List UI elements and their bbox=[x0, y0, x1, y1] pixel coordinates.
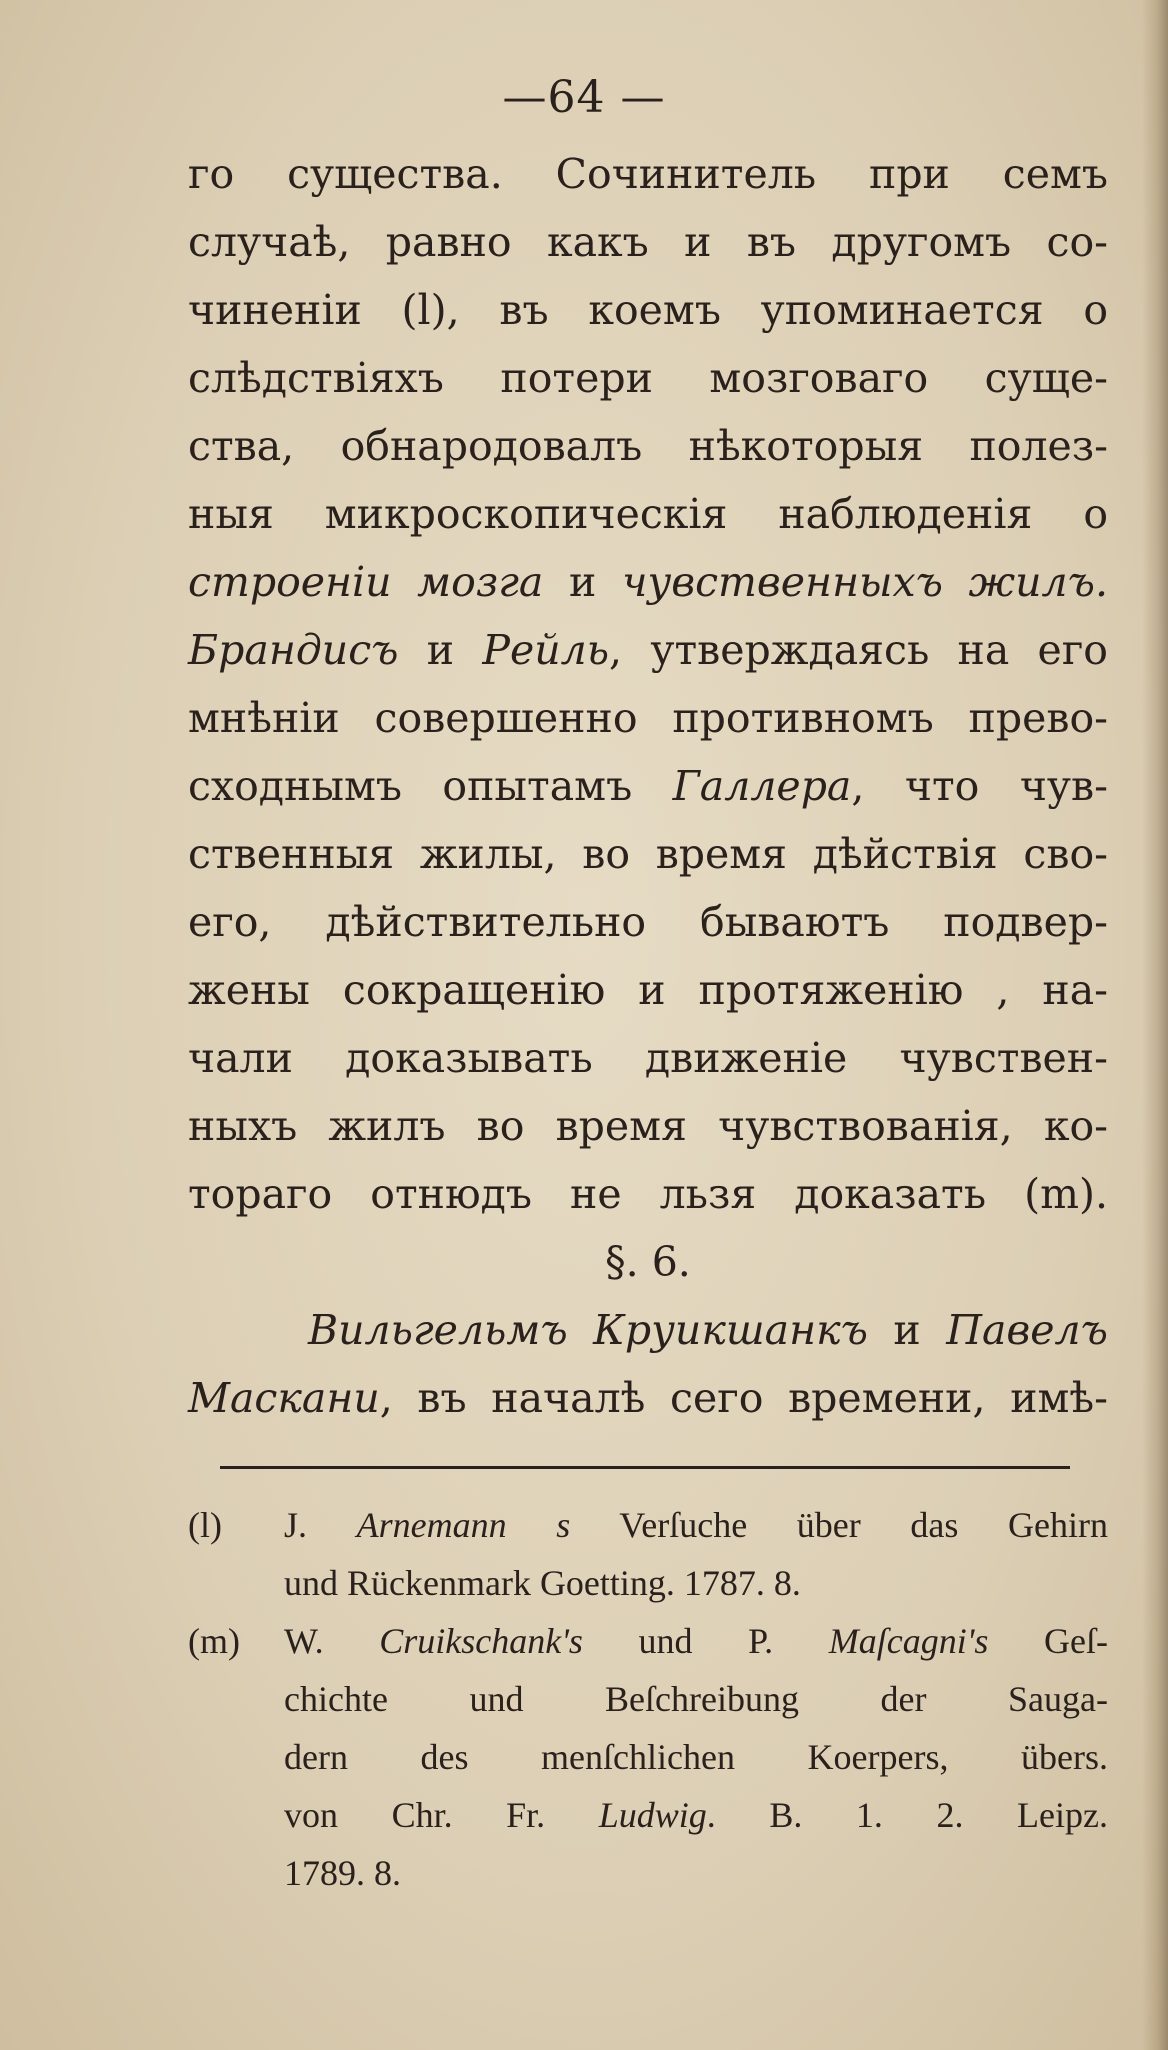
text-line: чиненіи (l), въ коемъ упоминается о bbox=[188, 286, 1108, 334]
italic-name: Маскани bbox=[188, 1374, 380, 1422]
italic-name: Галлера bbox=[672, 762, 852, 810]
text-run: und P. bbox=[582, 1621, 829, 1661]
italic-name: Павелъ bbox=[946, 1306, 1108, 1354]
section-heading: §. 6. bbox=[605, 1238, 691, 1286]
text-run: 1789. 8. bbox=[284, 1853, 401, 1893]
italic-name: Рейль bbox=[482, 626, 610, 674]
text-line: его, дѣйствительно бываютъ подвер- bbox=[188, 898, 1108, 946]
paragraph-2 bbox=[188, 1296, 1108, 1432]
footnote-line bbox=[284, 1612, 1108, 1670]
footnote-text bbox=[284, 1612, 1108, 1902]
text-run: J. bbox=[284, 1505, 357, 1545]
footnote-line bbox=[284, 1496, 1108, 1554]
italic-name: Ludwig bbox=[598, 1795, 707, 1835]
text-line bbox=[188, 616, 1108, 684]
paragraph-1 bbox=[188, 140, 1108, 1228]
text-line: ства, обнародовалъ нѣкоторыя полез- bbox=[188, 422, 1108, 470]
text-run: и bbox=[867, 1306, 947, 1354]
text-line bbox=[188, 1364, 1108, 1432]
footnote-line bbox=[284, 1786, 1108, 1844]
footnote-separator bbox=[220, 1466, 1070, 1469]
text-run: chichte und Beſchreibung der Sauga- bbox=[284, 1679, 1108, 1719]
text-run: , утверждаясь на его bbox=[609, 626, 1108, 674]
text-line: го существа. Сочинитель при семъ bbox=[188, 150, 1108, 198]
page-number: —64 — bbox=[502, 72, 666, 123]
text-line: ственныя жилы, во время дѣйствія сво- bbox=[188, 830, 1108, 878]
text-line: мнѣніи совершенно противномъ прево- bbox=[188, 694, 1108, 742]
footnote-mark: (m) bbox=[188, 1621, 240, 1661]
footnote bbox=[188, 1496, 1108, 1612]
footnote-line bbox=[284, 1670, 1108, 1728]
text-run: von Chr. Fr. bbox=[284, 1795, 599, 1835]
text-line bbox=[188, 1296, 1108, 1364]
text-run: , въ началѣ сего времени, имѣ- bbox=[379, 1374, 1108, 1422]
italic-name: Cruikschank's bbox=[379, 1621, 583, 1661]
page-edge-shadow bbox=[1142, 0, 1168, 2050]
text-line: ныхъ жилъ во время чувствованія, ко- bbox=[188, 1102, 1108, 1150]
text-line: слѣдствіяхъ потери мозговаго суще- bbox=[188, 354, 1108, 402]
text-run: und Rückenmark Goetting. 1787. 8. bbox=[284, 1563, 801, 1603]
text-run: . B. 1. 2. Leipz. bbox=[706, 1795, 1108, 1835]
italic-name: чувственныхъ жилъ. bbox=[621, 558, 1108, 606]
text-run: dern des menſchlichen Koerpers, übers. bbox=[284, 1737, 1108, 1777]
footnote-line bbox=[284, 1844, 1108, 1902]
text-line bbox=[188, 752, 1108, 820]
text-line: ныя микроскопическія наблюденія о bbox=[188, 490, 1108, 538]
text-line: чали доказывать движеніе чувствен- bbox=[188, 1034, 1108, 1082]
text-run: Geſ- bbox=[988, 1621, 1108, 1661]
footnote bbox=[188, 1612, 1108, 1902]
italic-name: строеніи мозга bbox=[188, 558, 544, 606]
italic-name: Вильгельмъ Круикшанкъ bbox=[308, 1306, 868, 1354]
footnotes bbox=[188, 1496, 1108, 1902]
text-run: W. bbox=[284, 1621, 380, 1661]
italic-name: Брандисъ bbox=[188, 626, 399, 674]
footnote-line bbox=[284, 1554, 1108, 1612]
footnote-line bbox=[284, 1728, 1108, 1786]
text-line: тораго отнюдъ не льзя доказать (m). bbox=[188, 1170, 1108, 1218]
body-text bbox=[188, 140, 1108, 1432]
italic-name: Arnemann s bbox=[356, 1505, 571, 1545]
footnote-mark: (l) bbox=[188, 1505, 222, 1545]
footnote-text bbox=[284, 1496, 1108, 1612]
text-line: жены сокращенію и протяженію , на- bbox=[188, 966, 1108, 1014]
text-run: и bbox=[398, 626, 483, 674]
text-run: сходнымъ опытамъ bbox=[188, 762, 673, 810]
text-line: случаѣ, равно какъ и въ другомъ со- bbox=[188, 218, 1108, 266]
text-run: и bbox=[543, 558, 622, 606]
text-run: Verſuche über das Gehirn bbox=[570, 1505, 1108, 1545]
text-line bbox=[188, 548, 1108, 616]
text-run: , что чув- bbox=[851, 762, 1108, 810]
italic-name: Maſcagni's bbox=[828, 1621, 989, 1661]
